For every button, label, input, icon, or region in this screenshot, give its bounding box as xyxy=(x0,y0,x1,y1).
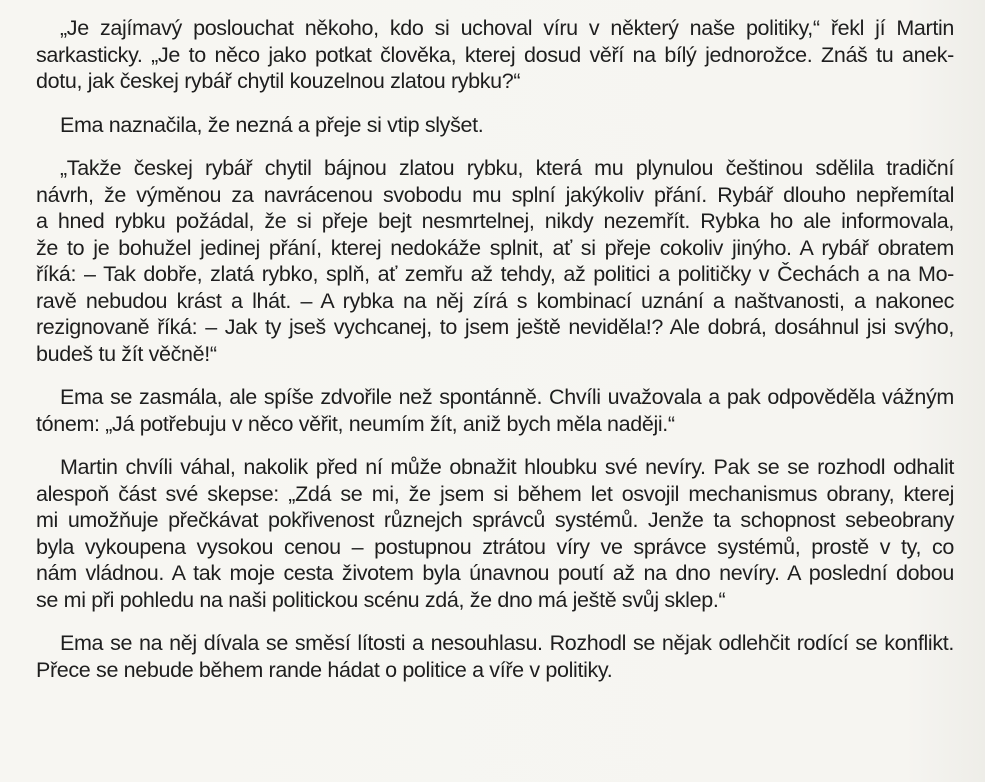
paragraph-1 xyxy=(36,15,954,95)
text-line: rezignovaně říká: – Jak ty jseš vychcanej, to jsem ještě neviděla!? Ale dobrá, dosáhnul jsi svýho, xyxy=(36,315,954,339)
paragraph-6 xyxy=(36,630,954,683)
text-line: „Je zajímavý poslouchat někoho, kdo si uchoval víru v některý naše politiky,“ řekl jí Martin xyxy=(60,16,954,40)
text-line: alespoň část své skepse: „Zdá se mi, že jsem si během let osvojil mechanismus obrany, kterej xyxy=(36,481,954,506)
text-line: návrh, že výměnou za navrácenou svobodu mu splní jakýkoliv přání. Rybář dlouho nepřemítal xyxy=(36,182,954,207)
text-line: „Takže českej rybář chytil bájnou zlatou rybku, která mu plynulou češtinou sdělila tradiční xyxy=(60,156,954,180)
text-line: Ema naznačila, že nezná a přeje si vtip slyšet. xyxy=(60,112,484,137)
text-line: Přece se nebude během rande hádat o politice a víře v politiky. xyxy=(36,657,613,682)
text-line: byla vykoupena vysokou cenou – postupnou ztrátou víry ve správce systémů, prostě v ty, co xyxy=(36,534,954,559)
text-line: budeš tu žít věčně!“ xyxy=(36,341,217,366)
paragraph-3 xyxy=(36,155,954,367)
text-line: se mi při pohledu na naši politickou scénu zdá, že dno má ještě svůj sklep.“ xyxy=(36,587,726,612)
body-text xyxy=(36,15,954,700)
text-line: mi umožňuje přečkávat pokřivenost různejch správců systémů. Jenže ta schopnost sebeobrany xyxy=(36,508,954,532)
text-line: ravě nebudou krást a lhát. – A rybka na něj zírá s kombinací uznání a naštvanosti, a nakonec xyxy=(36,288,954,313)
text-line: Ema se na něj dívala se směsí lítosti a nesouhlasu. Rozhodl se nějak odlehčit rodící se konflikt. xyxy=(60,631,954,655)
paragraph-4 xyxy=(36,384,954,437)
text-line: že to je bohužel jedinej přání, kterej nedokáže splnit, ať si přeje cokoliv jinýho. A rybář obratem xyxy=(36,235,954,260)
text-line: sarkasticky. „Je to něco jako potkat člověka, kterej dosud věří na bílý jednorožce. Znáš tu anek- xyxy=(36,42,954,67)
text-line: a hned rybku požádal, že si přeje bejt nesmrtelnej, nikdy nezemřít. Rybka ho ale informovala, xyxy=(36,209,954,233)
paragraph-2 xyxy=(36,112,954,139)
text-line: Martin chvíli váhal, nakolik před ní může obnažit hloubku své nevíry. Pak se se rozhodl odhalit xyxy=(60,455,954,479)
text-line: Ema se zasmála, ale spíše zdvořile než spontánně. Chvíli uvažovala a pak odpověděla vážným xyxy=(60,385,954,409)
text-line: dotu, jak českej rybář chytil kouzelnou zlatou rybku?“ xyxy=(36,69,521,93)
text-line: nám vládnou. A tak moje cesta životem byla únavnou poutí až na dno nevíry. A poslední dobou xyxy=(36,561,954,585)
text-line: říká: – Tak dobře, zlatá rybko, splň, ať zemřu až tehdy, až politici a političky v Čechách a na Mo- xyxy=(36,262,954,286)
text-line: tónem: „Já potřebuju v něco věřit, neumím žít, aniž bych měla naději.“ xyxy=(36,411,675,436)
paragraph-5 xyxy=(36,454,954,613)
